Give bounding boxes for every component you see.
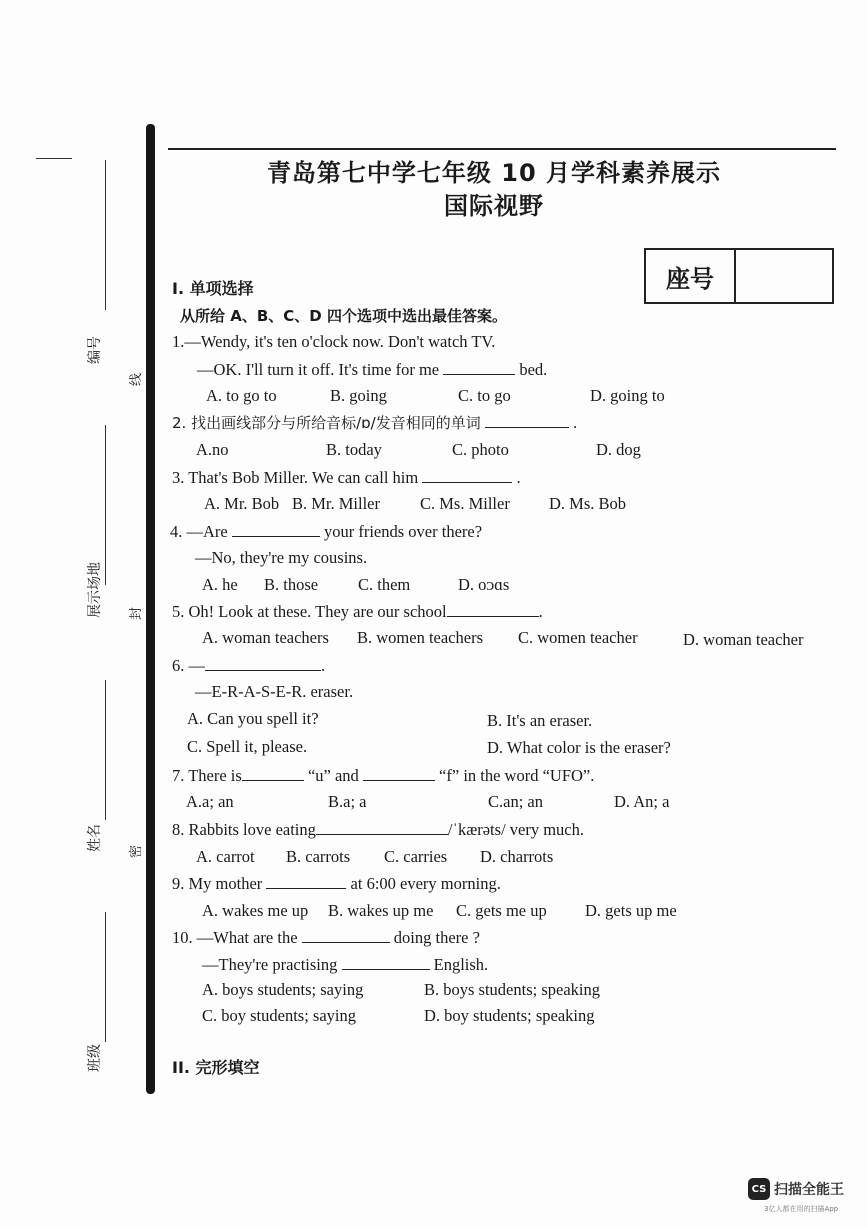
q7-option-d: D. An; a [614, 792, 670, 811]
q6-line [172, 655, 325, 676]
q10-stem-a: 10. —What are the [172, 928, 298, 947]
binding-line-3 [105, 680, 106, 820]
q8-option-d: D. charrots [480, 847, 554, 866]
q10-blank-2[interactable] [342, 954, 430, 970]
q6-option-d: D. What color is the eraser? [487, 738, 671, 757]
q8-blank[interactable] [316, 819, 448, 835]
q1-line2 [197, 359, 547, 380]
seat-number-box [644, 248, 834, 304]
q6-option-a: A. Can you spell it? [187, 709, 319, 728]
q4-option-b: B. those [264, 575, 319, 594]
q1-option-d: D. going to [590, 386, 665, 405]
q10-option-c: C. boy students; saying [202, 1006, 357, 1025]
q6-line2: —E-R-A-S-E-R. eraser. [195, 682, 354, 701]
q9-line [172, 873, 501, 894]
q6-option-c: C. Spell it, please. [187, 737, 308, 756]
q7-stem-b: “u” and [307, 766, 359, 785]
q6-end: . [321, 656, 326, 675]
q6-blank[interactable] [205, 655, 321, 671]
seat-number-field[interactable] [736, 250, 832, 302]
q10-option-a: A. boys students; saying [202, 980, 364, 999]
q10-blank-1[interactable] [302, 927, 390, 943]
q1-option-c: C. to go [458, 386, 511, 405]
section-2-heading: II. 完形填空 [172, 1058, 260, 1077]
q7-blank-2[interactable] [363, 765, 435, 781]
seat-label: 座号 [646, 250, 736, 302]
section-1-heading: I. 单项选择 [172, 279, 254, 298]
q1-line2-end: bed. [519, 360, 548, 379]
q3-option-c: C. Ms. Miller [420, 494, 510, 513]
q9-option-a: A. wakes me up [202, 901, 309, 920]
q8-option-c: C. carries [384, 847, 448, 866]
q4-blank[interactable] [232, 521, 320, 537]
seal-char-mi: 密 [129, 844, 145, 859]
q9-blank[interactable] [266, 873, 346, 889]
q3-option-a: A. Mr. Bob [204, 494, 280, 513]
q3-end: . [516, 468, 521, 487]
camscanner-logo-icon: CS [748, 1178, 770, 1200]
q7-option-b: B.a; a [328, 792, 367, 811]
q5-stem: 5. Oh! Look at these. They are our school [172, 602, 447, 621]
q4-option-d: D. oᴐɑs [458, 575, 510, 594]
q3-line [172, 467, 521, 488]
q3-blank[interactable] [422, 467, 512, 483]
q5-option-b: B. women teachers [357, 628, 483, 647]
q9-option-b: B. wakes up me [328, 901, 434, 920]
q2-option-b: B. today [326, 440, 382, 459]
q1-option-a: A. to go to [206, 386, 277, 405]
binding-bar [146, 124, 155, 1094]
q9-option-c: C. gets me up [456, 901, 547, 920]
scanner-watermark [748, 1178, 844, 1200]
q2-option-d: D. dog [596, 440, 641, 459]
section-1-instruction: 从所给 A、B、C、D 四个选项中选出最佳答案。 [180, 307, 507, 325]
q4-line [170, 521, 482, 542]
binding-line-4 [105, 912, 106, 1042]
q5-option-c: C. women teacher [518, 628, 638, 647]
q8-line [172, 819, 584, 840]
q5-line [172, 601, 543, 622]
q10-line2 [202, 954, 488, 975]
q7-option-a: A.a; an [186, 792, 234, 811]
exam-subtitle: 国际视野 [444, 192, 544, 220]
seal-char-feng: 封 [129, 606, 145, 621]
q8-stem-a: 8. Rabbits love eating [172, 820, 316, 839]
binding-line-2 [105, 425, 106, 585]
q3-stem: 3. That's Bob Miller. We can call him [172, 468, 419, 487]
q7-line [172, 765, 594, 786]
q7-stem-a: 7. There is [172, 766, 242, 785]
watermark-text: 扫描全能王 [774, 1182, 844, 1198]
label-bianhao: 编号 [87, 336, 103, 364]
q4-option-a: A. he [202, 575, 238, 594]
q1-blank[interactable] [443, 359, 515, 375]
q9-stem-a: 9. My mother [172, 874, 263, 893]
q2-option-c: C. photo [452, 440, 509, 459]
q2-stem: 2. 找出画线部分与所给音标/ɒ/发音相同的单词 [172, 414, 481, 432]
q4-stem-a: 4. —Are [170, 522, 228, 541]
q10-option-b: B. boys students; speaking [424, 980, 600, 999]
q7-stem-c: “f” in the word “UFO”. [439, 766, 595, 785]
q10-line [172, 927, 480, 948]
exam-title: 青岛第七中学七年级 10 月学科素养展示 [266, 159, 722, 187]
q6-stem: 6. — [172, 656, 205, 675]
q2-line [172, 412, 577, 433]
q5-end: . [538, 602, 543, 621]
q7-option-c: C.an; an [488, 792, 543, 811]
q2-end: . [572, 413, 578, 432]
q6-option-b: B. It's an eraser. [487, 711, 593, 730]
q1-line2-text: —OK. I'll turn it off. It's time for me [197, 360, 440, 379]
q5-option-a: A. woman teachers [202, 628, 329, 647]
label-changdi: 展示场地 [87, 562, 103, 618]
q5-option-d: D. woman teacher [683, 630, 804, 649]
label-banji: 班级 [87, 1044, 103, 1072]
q5-blank[interactable] [447, 601, 539, 617]
q1-option-b: B. going [330, 386, 387, 405]
q2-option-a: A.no [196, 440, 229, 459]
q1-stem: 1.—Wendy, it's ten o'clock now. Don't watch TV. [172, 332, 496, 351]
q8-option-b: B. carrots [286, 847, 351, 866]
q2-blank[interactable] [485, 412, 569, 428]
corner-rule [36, 158, 72, 159]
watermark-subtext: 3亿人都在用的扫描App [764, 1205, 839, 1213]
q4-stem-b: your friends over there? [323, 522, 483, 541]
q3-option-b: B. Mr. Miller [292, 494, 381, 513]
q4-line2: —No, they're my cousins. [195, 548, 368, 567]
q10-line2-end: English. [433, 955, 489, 974]
header-rule [168, 148, 836, 150]
q4-option-c: C. them [358, 575, 411, 594]
label-xingming: 姓名 [87, 824, 103, 852]
q3-option-d: D. Ms. Bob [549, 494, 627, 513]
q8-stem-b: /ˈkærəts/ very much. [447, 820, 584, 839]
q7-blank-1[interactable] [242, 765, 304, 781]
q10-line2-text: —They're practising [202, 955, 338, 974]
q9-option-d: D. gets up me [585, 901, 677, 920]
q10-option-d: D. boy students; speaking [424, 1006, 595, 1025]
q9-stem-b: at 6:00 every morning. [350, 874, 501, 893]
q8-option-a: A. carrot [196, 847, 255, 866]
seal-char-xian: 线 [129, 372, 145, 387]
binding-line-1 [105, 160, 106, 310]
q10-stem-b: doing there ? [393, 928, 480, 947]
